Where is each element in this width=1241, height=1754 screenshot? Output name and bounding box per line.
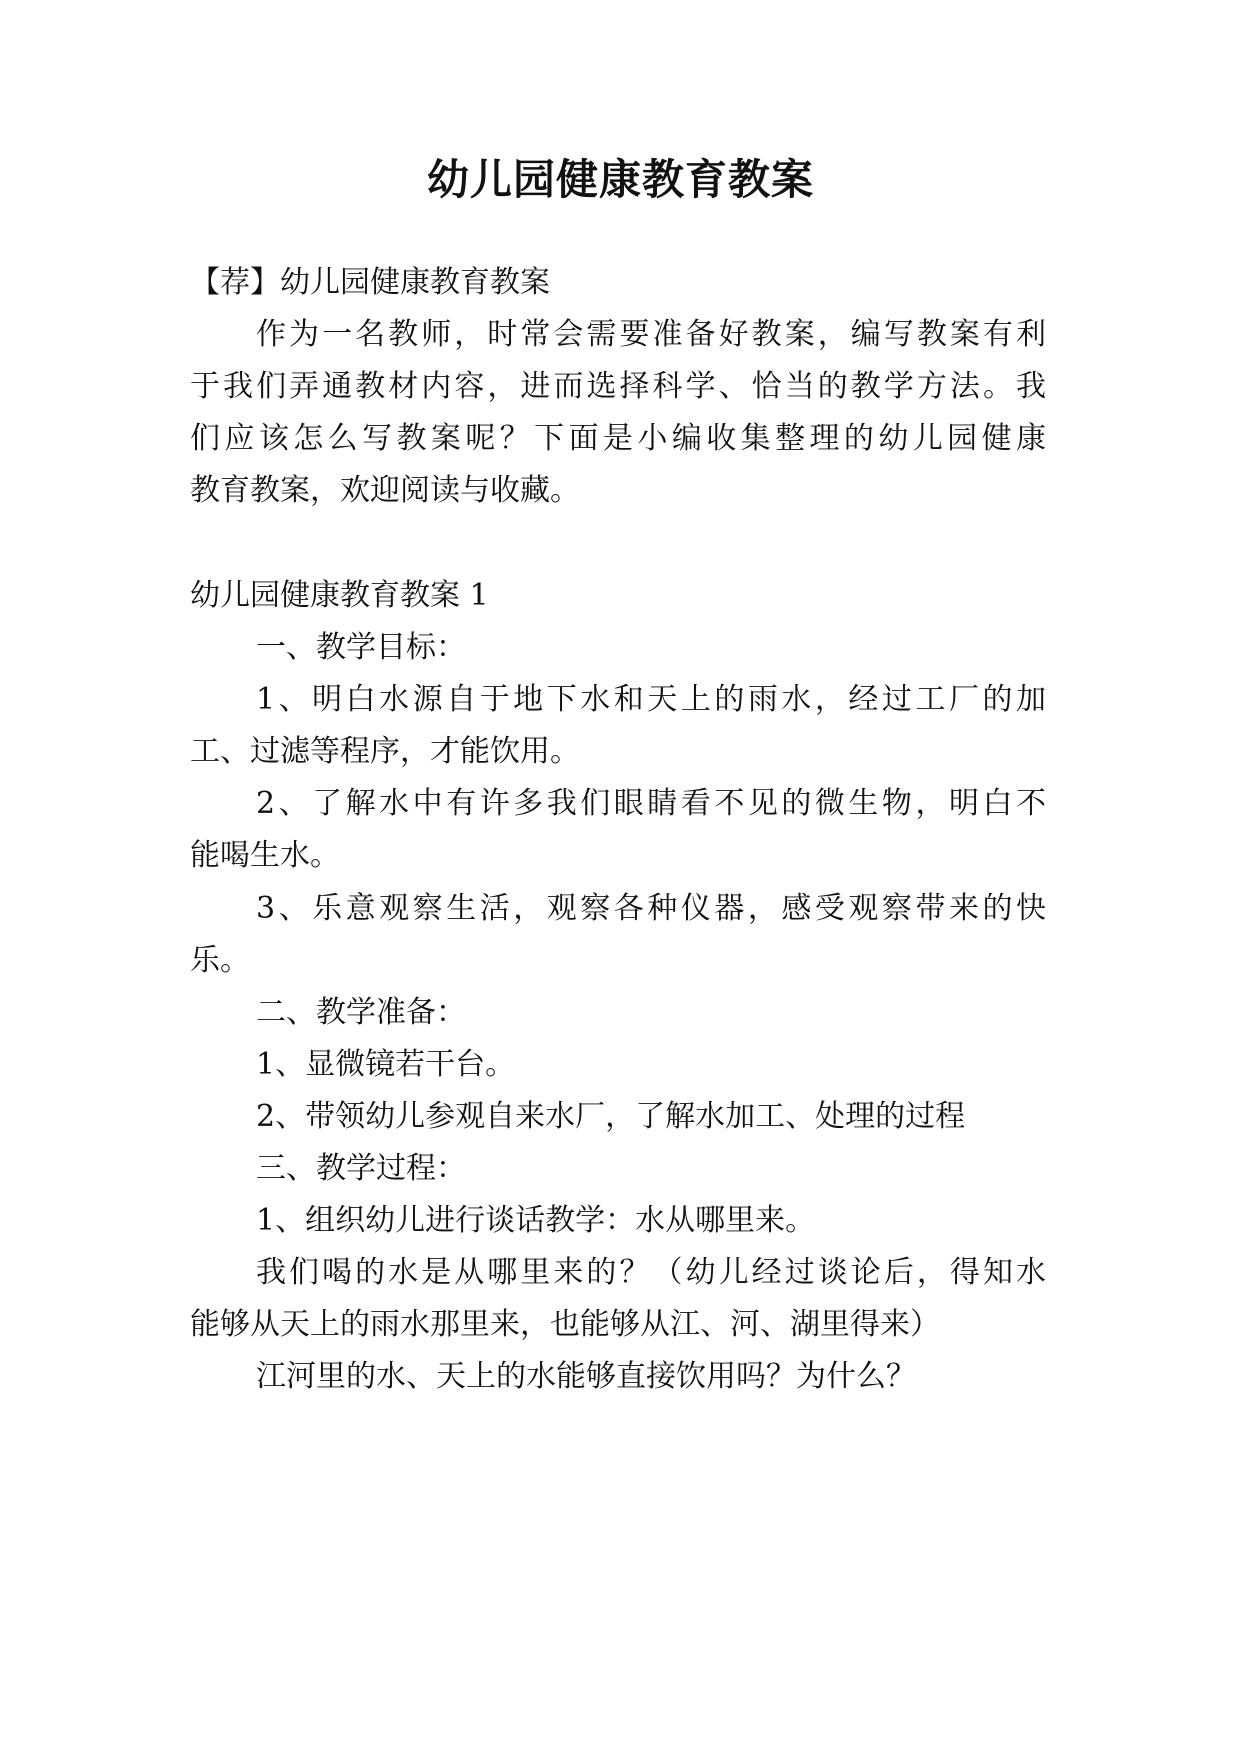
intro-paragraph-line-2: 于我们弄通教材内容，进而选择科学、恰当的教学方法。我 (190, 369, 1046, 404)
objective-2-line-1: 2、了解水中有许多我们眼睛看不见的微生物，明白不 (256, 786, 1046, 821)
question-paragraph-line-1: 我们喝的水是从哪里来的？（幼儿经过谈论后，得知水 (256, 1255, 1046, 1290)
process-heading: 三、教学过程： (256, 1151, 466, 1186)
section-heading-1: 幼儿园健康教育教案 1 (190, 578, 489, 613)
recommend-heading: 【荐】幼儿园健康教育教案 (190, 265, 550, 300)
objectives-heading: 一、教学目标： (256, 630, 466, 665)
intro-paragraph-line-3: 们应该怎么写教案呢？下面是小编收集整理的幼儿园健康 (190, 421, 1046, 456)
preparation-item-2: 2、带领幼儿参观自来水厂，了解水加工、处理的过程 (256, 1099, 966, 1134)
objective-1-line-2: 工、过滤等程序，才能饮用。 (190, 734, 580, 769)
document-title: 幼儿园健康教育教案 (426, 155, 814, 204)
objective-3-line-2: 乐。 (190, 943, 250, 978)
intro-paragraph-line-1: 作为一名教师，时常会需要准备好教案，编写教案有利 (256, 317, 1046, 352)
preparation-item-1: 1、显微镜若干台。 (256, 1047, 516, 1082)
objective-1-line-1: 1、明白水源自于地下水和天上的雨水，经过工厂的加 (256, 682, 1046, 717)
objective-3-line-1: 3、乐意观察生活，观察各种仪器，感受观察带来的快 (256, 891, 1046, 926)
question-line: 江河里的水、天上的水能够直接饮用吗？为什么？ (256, 1359, 916, 1394)
preparation-heading: 二、教学准备： (256, 995, 466, 1030)
objective-2-line-2: 能喝生水。 (190, 838, 340, 873)
process-item-1: 1、组织幼儿进行谈话教学：水从哪里来。 (256, 1203, 816, 1238)
intro-paragraph-line-4: 教育教案，欢迎阅读与收藏。 (190, 473, 580, 508)
question-paragraph-line-2: 能够从天上的雨水那里来，也能够从江、河、湖里得来） (190, 1307, 940, 1342)
